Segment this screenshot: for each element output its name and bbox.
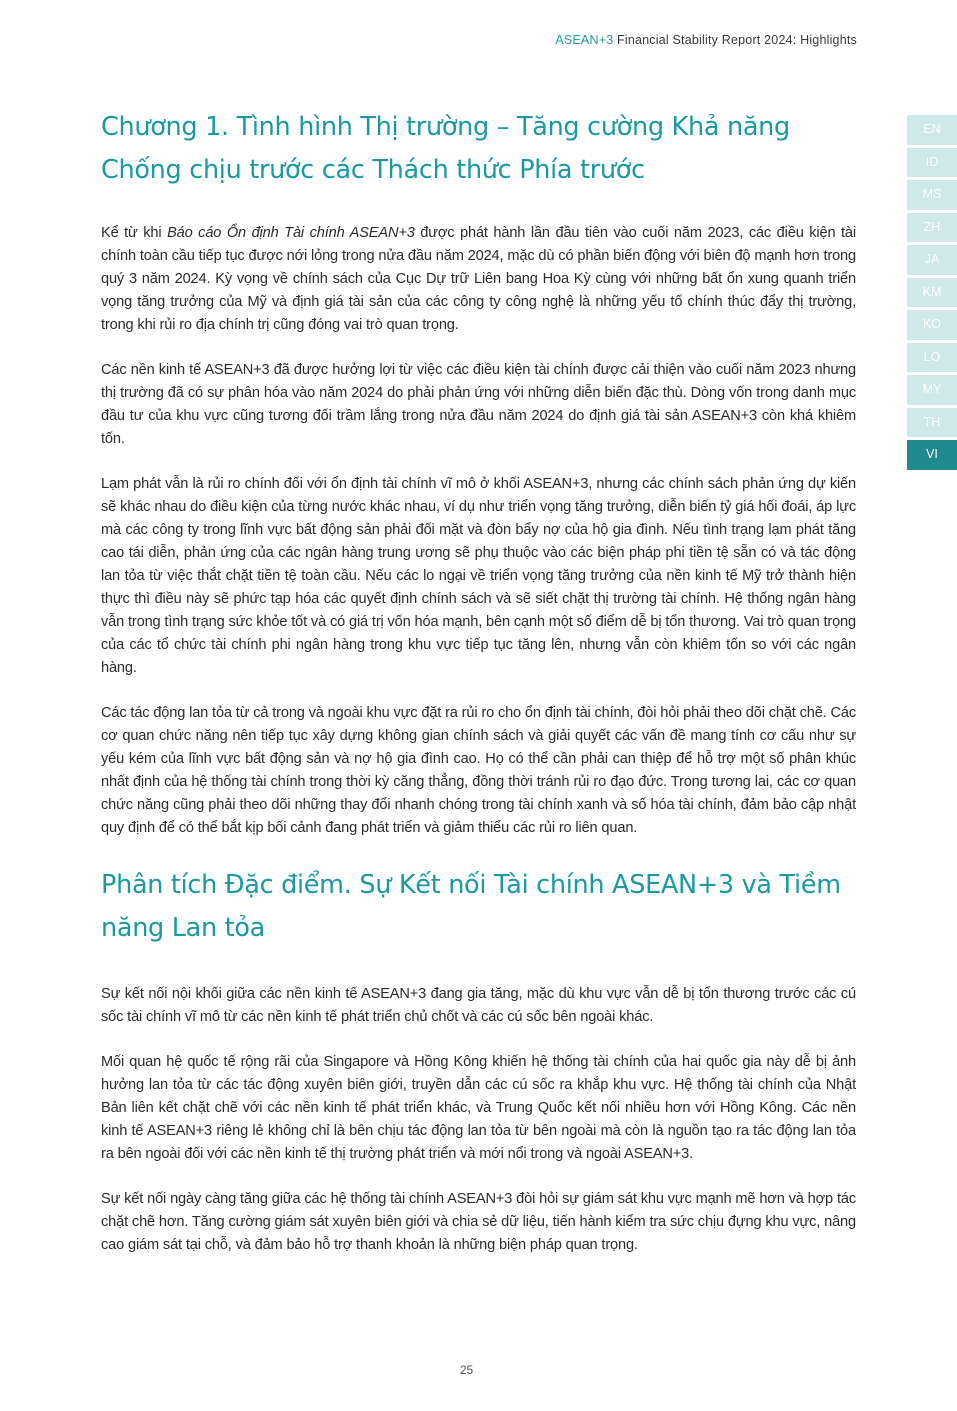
- report-title-italic: Báo cáo Ổn định Tài chính ASEAN+3: [167, 225, 415, 241]
- section-paragraph-1: Sự kết nối nội khối giữa các nền kinh tế ASEAN+3 đang gia tăng, mặc dù khu vực vẫn dễ bị tổn thương trước các cú sốc tài chính vĩ mô từ các nền kinh tế phát triển chủ chốt và các cú sốc bên ngoài khác.: [101, 986, 856, 1025]
- lang-tab-ja[interactable]: JA: [907, 245, 957, 275]
- chapter-paragraph-2: Các nền kinh tế ASEAN+3 đã được hưởng lợi từ việc các điều kiện tài chính được cải thiện vào cuối năm 2023 nhưng thị trường đã có sự phân hóa vào năm 2024 do phải phản ứng với những diễn biến đặc thù. Dòng vốn trong danh mục đầu tư của khu vực cũng tương đối trầm lắng trong nửa đầu năm 2024 do định giá tài sản ASEAN+3 còn khá khiêm tốn.: [101, 362, 856, 447]
- header-title: Financial Stability Report 2024: Highlights: [613, 33, 857, 47]
- language-tabs: [907, 115, 957, 473]
- lang-tab-ms[interactable]: MS: [907, 180, 957, 210]
- header-brand: ASEAN+3: [555, 33, 614, 47]
- lang-tab-en[interactable]: EN: [907, 115, 957, 145]
- paragraph-text: Kể từ khi: [101, 225, 168, 241]
- chapter-paragraph-4: Các tác động lan tỏa từ cả trong và ngoài khu vực đặt ra rủi ro cho ổn định tài chính, đòi hỏi phải theo dõi chặt chẽ. Các cơ quan chức năng nên tiếp tục xây dựng không gian chính sách và giải quyết các vấn đề mang tính cơ cấu như sự yếu kém của lĩnh vực bất động sản và nợ hộ gia đình cao. Họ có thể cần phải can thiệp để hỗ trợ một số phân khúc nhất định của hệ thống tài chính trong thời kỳ căng thẳng, đồng thời tránh rủi ro đạo đức. Trong tương lai, các cơ quan chức năng cũng phải theo dõi những thay đổi nhanh chóng trong tài chính xanh và số hóa tài chính, đảm bảo cập nhật quy định để có thể bắt kịp bối cảnh đang phát triển và giảm thiểu các rủi ro liên quan.: [101, 705, 856, 836]
- chapter-paragraph-1: [101, 222, 856, 337]
- paragraph-text: được phát hành lần đầu tiên vào cuối năm 2023, các điều kiện tài chính toàn cầu tiếp tục được nới lỏng trong nửa đầu năm 2024, mặc dù có phần biến động với biên độ mạnh hơn trong quý 3 năm 2024. Kỳ vọng về chính sách của Cục Dự trữ Liên bang Hoa Kỳ cùng với những bất ổn xung quanh triển vọng tăng trưởng của Mỹ và định giá tài sản của các công ty công nghệ là những yếu tố chính thúc đẩy thị trường, trong khi rủi ro địa chính trị cũng đóng vai trò quan trọng.: [101, 225, 856, 333]
- lang-tab-zh[interactable]: ZH: [907, 213, 957, 243]
- lang-tab-vi[interactable]: VI: [907, 440, 957, 470]
- lang-tab-my[interactable]: MY: [907, 375, 957, 405]
- main-content: [101, 106, 856, 1279]
- chapter-paragraph-3: Lạm phát vẫn là rủi ro chính đối với ổn định tài chính vĩ mô ở khối ASEAN+3, nhưng các chính sách phản ứng dự kiến sẽ khác nhau do điều kiện của từng nước khác nhau, ví dụ như triển vọng tăng trưởng, diễn biến tỷ giá hối đoái, áp lực mà các công ty trong lĩnh vực bất động sản phải đối mặt và đòn bẩy nợ của hộ gia đình. Nếu tình trạng lạm phát tăng cao tái diễn, phản ứng của các ngân hàng trung ương sẽ phụ thuộc vào các biện pháp phi tiền tệ sẵn có và tác động lan tỏa từ việc thắt chặt tiền tệ toàn cầu. Nếu các lo ngại về triển vọng tăng trưởng của nền kinh tế Mỹ trở thành hiện thực thì điều này sẽ phức tạp hóa các quyết định chính sách và sẽ siết chặt thị trường tài chính. Hệ thống ngân hàng vẫn trong tình trạng sức khỏe tốt và có giá trị vốn hóa mạnh, bên cạnh một số điểm dễ bị tổn thương. Vai trò quan trọng của các tổ chức tài chính phi ngân hàng trong khu vực tiếp tục tăng lên, nhưng vẫn còn khiêm tốn so với các ngân hàng.: [101, 476, 856, 676]
- lang-tab-id[interactable]: ID: [907, 148, 957, 178]
- lang-tab-th[interactable]: TH: [907, 408, 957, 438]
- chapter-heading: Chương 1. Tình hình Thị trường – Tăng cường Khả năng Chống chịu trước các Thách thức Phía trước: [101, 112, 790, 185]
- lang-tab-ko[interactable]: KO: [907, 310, 957, 340]
- page-number: 25: [459, 1363, 474, 1377]
- lang-tab-km[interactable]: KM: [907, 278, 957, 308]
- section-paragraph-3: Sự kết nối ngày càng tăng giữa các hệ thống tài chính ASEAN+3 đòi hỏi sự giám sát khu vực mạnh mẽ hơn và hợp tác chặt chẽ hơn. Tăng cường giám sát xuyên biên giới và chia sẻ dữ liệu, tiến hành kiểm tra sức chịu đựng khu vực, nâng cao giám sát tại chỗ, và đảm bảo hỗ trợ thanh khoản là những biện pháp quan trọng.: [101, 1191, 856, 1253]
- section-heading: Phân tích Đặc điểm. Sự Kết nối Tài chính ASEAN+3 và Tiềm năng Lan tỏa: [101, 870, 841, 943]
- section-paragraph-2: Mối quan hệ quốc tế rộng rãi của Singapore và Hồng Kông khiến hệ thống tài chính của hai quốc gia này dễ bị ảnh hưởng lan tỏa từ các tác động xuyên biên giới, truyền dẫn các cú sốc ra khắp khu vực. Hệ thống tài chính của Nhật Bản liên kết chặt chẽ với các nền kinh tế phát triển khác, và Trung Quốc kết nối nhiều hơn với Hồng Kông. Các nền kinh tế ASEAN+3 riêng lẻ không chỉ là bên chịu tác động lan tỏa từ bên ngoài mà còn là nguồn tạo ra tác động lan tỏa ra bên ngoài đối với các nền kinh tế thị trường phát triển và mới nổi trong và ngoài ASEAN+3.: [101, 1054, 856, 1162]
- running-header: [555, 33, 857, 47]
- lang-tab-lo[interactable]: LO: [907, 343, 957, 373]
